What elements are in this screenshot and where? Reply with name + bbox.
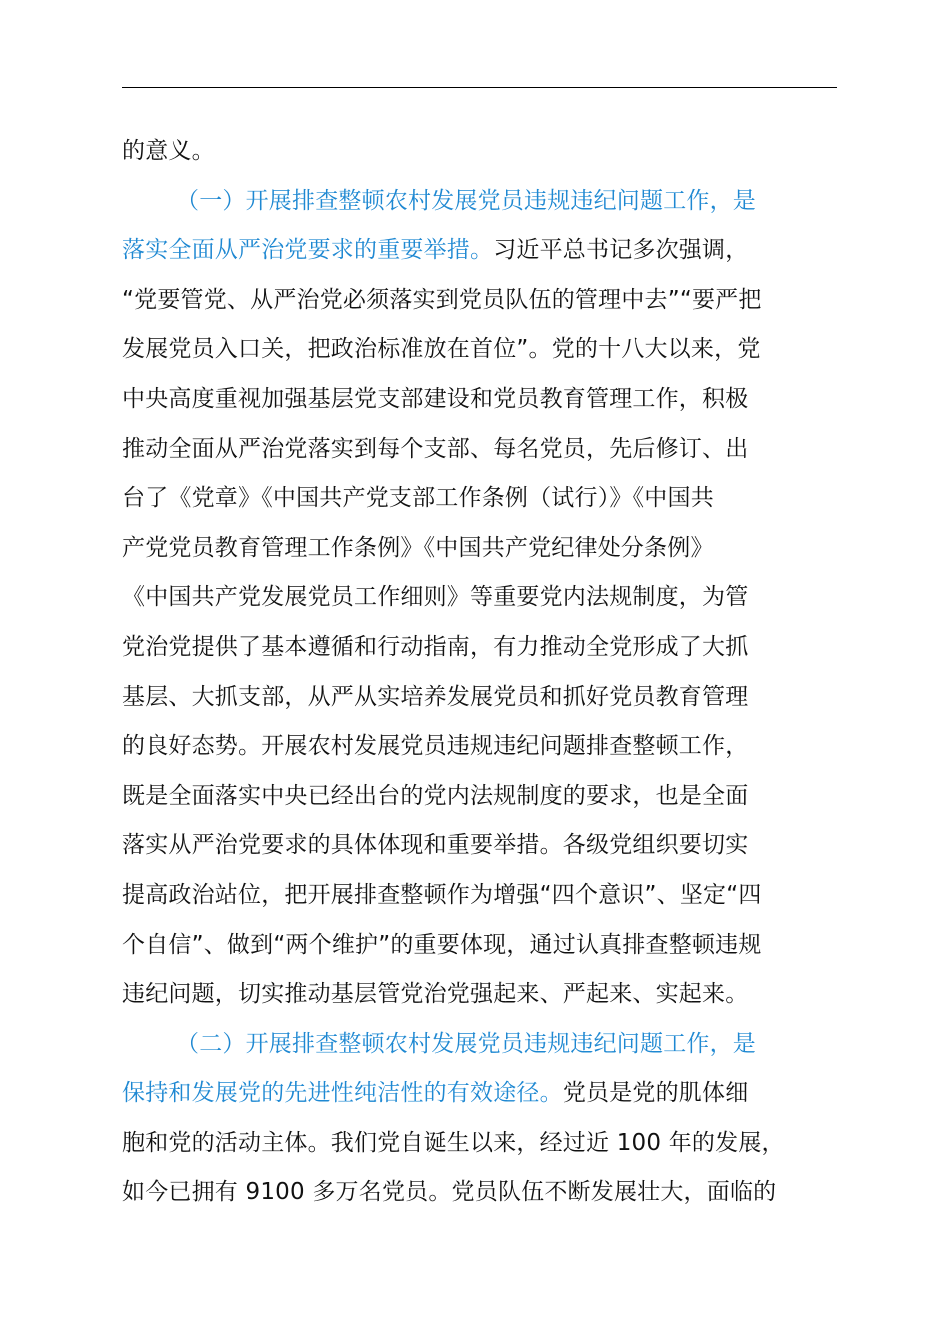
body-text: 违纪问题，切实推动基层管党治党强起来、严起来、实起来。: [122, 981, 749, 1008]
text-line: [122, 524, 862, 574]
text-line: [122, 623, 862, 673]
body-text: 习近平总书记多次强调，: [493, 237, 749, 264]
text-line: [122, 722, 862, 772]
text-line: [122, 375, 862, 425]
body-text: 提高政治站位，把开展排查整顿作为增强“四个意识”、坚定“四: [122, 881, 762, 908]
body-text: 《中国共产党发展党员工作细则》等重要党内法规制度，为管: [122, 584, 749, 611]
text-line: [122, 871, 862, 921]
body-text: 发展党员入口关，把政治标准放在首位”。党的十八大以来，党: [122, 336, 761, 363]
header-rule: [122, 87, 837, 88]
section-heading-text: 保持和发展党的先进性纯洁性的有效途径。: [122, 1080, 563, 1107]
body-text: 党员是党的肌体细: [562, 1080, 749, 1107]
document-body: [122, 127, 862, 1218]
text-line: [122, 970, 862, 1020]
text-line: [122, 325, 862, 375]
body-text: 台了《党章》《中国共产党支部工作条例（试行）》《中国共: [122, 485, 714, 512]
section-heading-text: （一）开展排查整顿农村发展党员违规违纪问题工作，是: [176, 187, 756, 214]
text-line: [122, 1168, 862, 1218]
text-line: [122, 1069, 862, 1119]
section-heading-text: 落实全面从严治党要求的重要举措。: [122, 237, 494, 264]
body-text: 个自信”、做到“两个维护”的重要体现，通过认真排查整顿违规: [122, 931, 762, 958]
body-text: 的意义。: [122, 138, 215, 164]
text-line: [122, 673, 862, 723]
text-line: [122, 1020, 862, 1070]
text-line: [122, 276, 862, 326]
text-line: [122, 821, 862, 871]
text-line: [122, 921, 862, 971]
body-text: 推动全面从严治党落实到每个支部、每名党员，先后修订、出: [122, 435, 749, 462]
text-line: [122, 226, 862, 276]
text-line: [122, 177, 862, 227]
body-text: 的良好态势。开展农村发展党员违规违纪问题排查整顿工作，: [122, 733, 749, 760]
text-line: [122, 425, 862, 475]
body-text: 落实从严治党要求的具体体现和重要举措。各级党组织要切实: [122, 832, 749, 859]
body-text: “党要管党、从严治党必须落实到党员队伍的管理中去”“要严把: [122, 286, 762, 313]
section-heading-text: （二）开展排查整顿农村发展党员违规违纪问题工作，是: [176, 1030, 756, 1057]
body-text: 既是全面落实中央已经出台的党内法规制度的要求，也是全面: [122, 782, 749, 809]
body-text: 胞和党的活动主体。我们党自诞生以来，经过近 100 年的发展，: [122, 1129, 785, 1156]
body-text: 中央高度重视加强基层党支部建设和党员教育管理工作，积极: [122, 385, 749, 412]
body-text: 如今已拥有 9100 多万名党员。党员队伍不断发展壮大，面临的: [122, 1179, 777, 1206]
text-line: [122, 573, 862, 623]
body-text: 产党党员教育管理工作条例》《中国共产党纪律处分条例》: [122, 534, 714, 561]
text-line: [122, 127, 862, 177]
text-line: [122, 772, 862, 822]
text-line: [122, 474, 862, 524]
body-text: 基层、大抓支部，从严从实培养发展党员和抓好党员教育管理: [122, 683, 749, 710]
body-text: 党治党提供了基本遵循和行动指南，有力推动全党形成了大抓: [122, 633, 749, 660]
text-line: [122, 1119, 862, 1169]
